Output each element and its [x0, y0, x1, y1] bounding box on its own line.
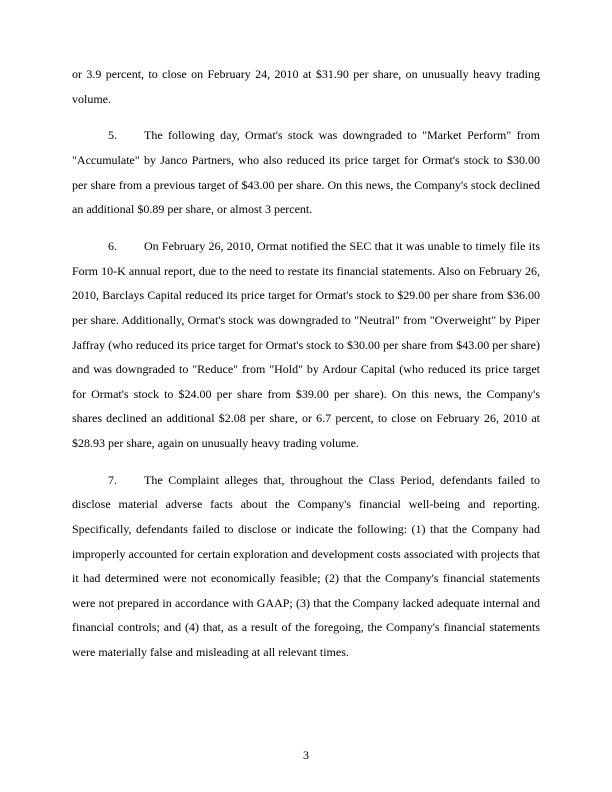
paragraph-text: On February 26, 2010, Ormat notified the SEC that it was unable to timely file its Form 10-K annual report, due to the need to restate its financial statements. Also on February 26, 2010, Barclays Capital reduced its price target for Ormat's stock to $29.00 per share from $36.00 per share. Additionally, Ormat's stock was downgraded to "Neutral" from "Overweight" by Piper Jaffray (who reduced its price target for Ormat's stock to $30.00 per share from $43.00 per share) and was downgraded to "Reduce" from "Hold" by Ardour Capital (who reduced its price target for Ormat's stock to $24.00 per share from $39.00 per share). On this news, the Company's shares declined an additional $2.08 per share, or 6.7 percent, to close on February 26, 2010 at $28.93 per share, again on unusually heavy trading volume. — [72, 239, 540, 450]
paragraph-number: 7. — [108, 472, 117, 487]
paragraph-number: 5. — [108, 128, 117, 143]
paragraph-7 — [72, 468, 540, 665]
paragraph-6 — [72, 234, 540, 455]
document-body — [72, 62, 540, 665]
paragraph-5 — [72, 123, 540, 221]
paragraph-number: 6. — [108, 239, 117, 254]
paragraph-text: The Complaint alleges that, throughout the Class Period, defendants failed to disclose material adverse facts about the Company's financial well-being and reporting. Specifically, defendants failed to disclose or indicate the following: (1) that the Company had improperly accounted for certain exploration and development costs associated with projects that it had determined were not economically feasible; (2) that the Company's financial statements were not prepared in accordance with GAAP; (3) that the Company lacked adequate internal and financial controls; and (4) that, as a result of the foregoing, the Company's financial statements were materially false and misleading at all relevant times. — [72, 472, 540, 659]
page-number: 3 — [303, 748, 309, 762]
paragraph-text: The following day, Ormat's stock was downgraded to "Market Perform" from "Accumulate" by Janco Partners, who also reduced its price target for Ormat's stock to $30.00 per share from a previous target of $43.00 per share. On this news, the Company's stock declined an additional $0.89 per share, or almost 3 percent. — [72, 128, 540, 217]
continuation-paragraph: or 3.9 percent, to close on February 24, 2010 at $31.90 per share, on unusually heavy trading volume. — [72, 67, 540, 106]
